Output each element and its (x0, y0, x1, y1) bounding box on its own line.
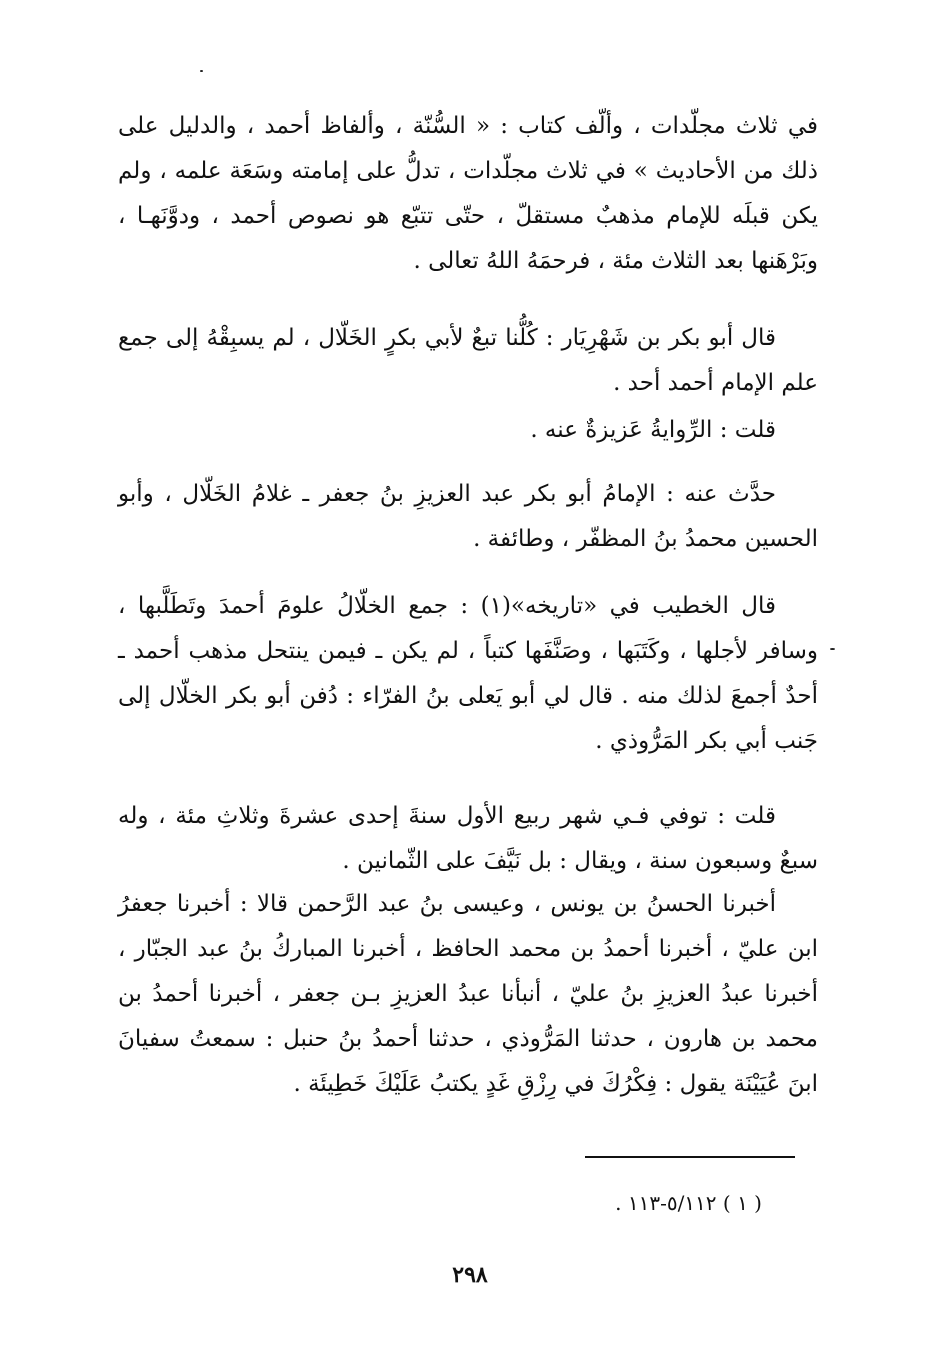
paragraph-narrators (118, 472, 818, 562)
footnote: ( ١ ) ٥/١١٢-١١٣ . (615, 1191, 762, 1215)
paragraph-death (118, 794, 818, 884)
paragraph-text: في ثلاث مجلّدات ، وألّف كتاب : « السُّنّة ، وألفاظ أحمد ، والدليل على ذلك من الأحاديث » في ثلاث مجلّدات ، تدلُّ على إمامته وسَعَة علمه ، ولم يكن قبلَه للإمام مذهبٌ مستقلّ ، حتّى تتبّع هو نصوص أحمد ، ودوَّنَهـا ، وبَرْهَنها بعد الثلاث مئة ، فرحمَهُ اللهُ تعالى . (118, 113, 818, 274)
paragraph-ibn-shahriyar (118, 316, 818, 406)
page-number: ٢٩٨ (452, 1262, 488, 1288)
paragraph-text: قلت : توفي فـي شهر ربيع الأول سنةَ إحدى عشرةَ وثلاثِ مئة ، وله سبعٌ وسبعون سنة ، ويقال : بل نَيَّفَ على الثّمانين . (118, 803, 818, 874)
scan-speck (830, 648, 835, 650)
paragraph-khatib (118, 584, 818, 764)
paragraph-riwaya (118, 408, 818, 453)
paragraph-text: حدَّث عنه : الإمامُ أبو بكر عبد العزيزِ بنُ جعفر ـ غلامُ الخَلّال ، وأبو الحسين محمدُ بنُ المظفّر ، وطائفة . (118, 481, 818, 552)
paragraph-text: قال أبو بكر بن شَهْرِيَار : كُلُّنا تبعٌ لأبي بكرٍ الخَلّال ، لم يسبِقْهُ إلى جمع علم الإمام أحمد أحد . (118, 325, 818, 396)
scan-speck (200, 70, 203, 72)
paragraph-text: قال الخطيب في «تاريخه»(١) : جمع الخلّالُ علومَ أحمدَ وتَطَلَّبها ، وسافر لأجلها ، وكَتَبَها ، وصَنَّفَها كتباً ، لم يكن ـ فيمن ينتحل مذهب أحمد ـ أحدٌ أجمعَ لذلك منه . قال لي أبو يَعلى بنُ الفرّاء : دُفن أبو بكر الخلّال إلى جَنب أبي بكر المَرُّوذي . (118, 593, 818, 754)
paragraph-isnad (118, 882, 818, 1107)
paragraph-text: قلت : الرِّوايةُ عَزيزةٌ عنه . (530, 417, 776, 443)
paragraph-text: أخبرنا الحسنُ بن يونس ، وعيسى بنُ عبد الرَّحمن قالا : أخبرنا جعفرُ ابن عليّ ، أخبرنا أحمدُ بن محمد الحافظ ، أخبرنا المباركُ بنُ عبد الجبّار ، أخبرنا عبدُ العزيزِ بنُ عليّ ، أنبأنا عبدُ العزيزِ بـن جعفر ، أخبرنا أحمدُ بن محمد بن هارون ، حدثنا المَرُّوذي ، حدثنا أحمدُ بنُ حنبل : سمعتُ سفيانَ ابنَ عُيَيْنَة يقول : فِكْرُكَ في رِزْقِ غَدٍ يكتبُ عَلَيْكَ خَطِيئَة . (118, 891, 818, 1097)
paragraph-intro (118, 104, 818, 284)
footnote-divider (585, 1156, 795, 1158)
